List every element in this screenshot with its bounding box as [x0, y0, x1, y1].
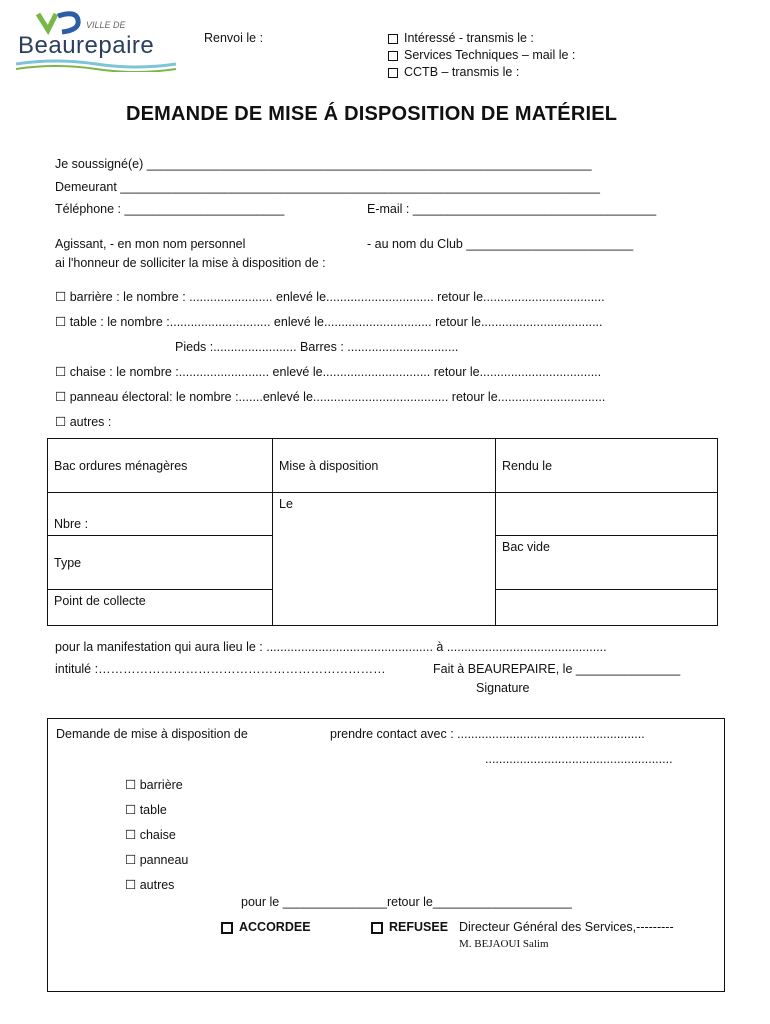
rendu-cell[interactable] — [496, 493, 718, 536]
field-club[interactable]: - au nom du Club ________________________ — [367, 237, 634, 251]
item-barriere[interactable]: ☐ barrière : le nombre : ........................ enlevé le............................... retour le................................... — [55, 290, 605, 304]
admin-item-autres[interactable]: ☐ autres — [125, 878, 175, 892]
item-autres[interactable]: ☐ autres : — [55, 415, 112, 429]
empty-cell[interactable] — [496, 590, 718, 626]
accordee-option[interactable]: ACCORDEE — [221, 920, 311, 934]
directeur-label: Directeur Général des Services,--------- — [459, 920, 674, 934]
admin-item-chaise[interactable]: ☐ chaise — [125, 828, 176, 842]
checkbox-icon — [221, 922, 233, 934]
logo — [16, 10, 181, 70]
admin-item-table[interactable]: ☐ table — [125, 803, 167, 817]
type-cell[interactable]: Type — [48, 536, 273, 590]
manifestation-line[interactable]: pour la manifestation qui aura lieu le : ................................................ à .............................................. — [55, 640, 607, 654]
rendu-header: Rendu le — [496, 439, 718, 493]
transmission-checks — [388, 31, 575, 82]
field-demeurant[interactable]: Demeurant _____________________________________________________________________ — [55, 180, 600, 194]
field-telephone[interactable]: Téléphone : _______________________ — [55, 202, 285, 216]
admin-pour-retour[interactable]: pour le _______________retour le____________________ — [241, 895, 572, 909]
intitule-field[interactable]: intitulé :…………………………………………………………… — [55, 662, 386, 676]
admin-item-barriere[interactable]: ☐ barrière — [125, 778, 183, 792]
item-chaise[interactable]: ☐ chaise : le nombre :.......................... enlevé le............................... retour le................................... — [55, 365, 602, 379]
logo-wave-icon — [16, 58, 176, 72]
agissant-label: Agissant, - en mon nom personnel — [55, 237, 246, 251]
admin-demande: Demande de mise à disposition de — [56, 727, 248, 741]
item-table[interactable]: ☐ table : le nombre :............................. enlevé le............................... retour le................................... — [55, 315, 603, 329]
check-cctb[interactable]: CCTB – transmis le : — [388, 65, 575, 82]
fait-a[interactable]: Fait à BEAUREPAIRE, le _______________ — [433, 662, 681, 676]
bac-vide-cell[interactable]: Bac vide — [496, 536, 718, 590]
mise-header: Mise à disposition — [273, 439, 496, 493]
admin-contact[interactable]: prendre contact avec : ...................................................... — [330, 727, 645, 741]
check-services-techniques[interactable]: Services Techniques – mail le : — [388, 48, 575, 65]
checkbox-icon — [388, 51, 398, 61]
logo-ville: VILLE DE — [86, 20, 126, 30]
check-interesse[interactable]: Intéressé - transmis le : — [388, 31, 575, 48]
le-cell[interactable]: Le — [273, 493, 496, 626]
checkbox-icon — [371, 922, 383, 934]
field-soussigne[interactable]: Je soussigné(e) ________________________________________________________________ — [55, 157, 592, 171]
honneur-text: ai l'honneur de solliciter la mise à disposition de : — [55, 256, 326, 270]
renvoi-label: Renvoi le : — [204, 31, 264, 45]
checkbox-icon — [388, 68, 398, 78]
bac-header: Bac ordures ménagères — [48, 439, 273, 493]
nbre-cell[interactable]: Nbre : — [48, 493, 273, 536]
refusee-option[interactable]: REFUSEE — [371, 920, 448, 934]
page-title: DEMANDE DE MISE Á DISPOSITION DE MATÉRIEL — [126, 103, 618, 125]
checkbox-icon — [388, 34, 398, 44]
admin-item-panneau[interactable]: ☐ panneau — [125, 853, 189, 867]
bac-table — [47, 438, 718, 626]
item-panneau[interactable]: ☐ panneau électoral: le nombre :.......enlevé le....................................... retour le............................... — [55, 390, 606, 404]
directeur-nom: M. BEJAOUI Salim — [459, 938, 549, 950]
admin-contact-2[interactable]: ...................................................... — [485, 752, 673, 766]
signature-label: Signature — [476, 681, 530, 695]
item-pieds-barres[interactable]: Pieds :........................ Barres : ................................ — [175, 340, 459, 354]
logo-name: Beaurepaire — [18, 32, 155, 59]
point-collecte-cell[interactable]: Point de collecte — [48, 590, 273, 626]
field-email[interactable]: E-mail : ___________________________________ — [367, 202, 657, 216]
